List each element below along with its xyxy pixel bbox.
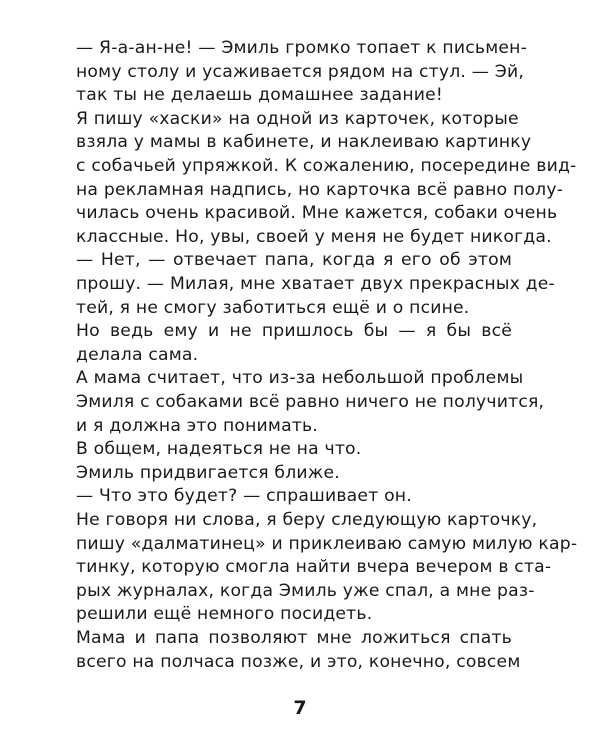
text-line: — Нет, — отвечает папа, когда я его об этом (76, 250, 512, 271)
text-line: — Я-а-ан-не! — Эмиль громко топает к письмен- (76, 38, 527, 58)
text-line: пишу «далматинец» и приклеиваю самую милую кар- (76, 533, 578, 554)
text-line: В общем, надеяться не на что. (76, 439, 362, 460)
text-line: тей, я не смогу заботиться ещё и о псине. (76, 297, 470, 318)
text-line: Не говоря ни слова, я беру следующую карточку, (76, 510, 538, 530)
text-line: ному столу и усаживается рядом на стул. — Эй, (76, 61, 525, 82)
text-line: классные. Но, увы, своей у меня не будет никогда. (76, 226, 552, 247)
text-line: на рекламная надпись, но карточка всё равно полу- (76, 179, 564, 200)
text-line: взяла у мамы в кабинете, и наклеиваю картинку (76, 132, 532, 153)
text-line: решили ещё немного посидеть. (76, 604, 373, 625)
text-line: всего на полчаса позже, и это, конечно, совсем (76, 651, 521, 672)
text-line: А мама считает, что из-за небольшой проблемы (76, 368, 524, 389)
text-line: Мама и папа позволяют мне ложиться спать (76, 628, 512, 648)
text-line: с собачьей упряжкой. К сожалению, посередине вид- (76, 156, 577, 176)
text-line: Эмиль придвигается ближе. (76, 462, 340, 483)
text-line: — Что это будет? — спрашивает он. (76, 486, 412, 507)
text-line: Но ведь ему и не пришлось бы — я бы всё (76, 321, 512, 342)
text-line: делала сама. (76, 344, 199, 365)
text-line: тинку, которую смогла найти вчера вечером в ста- (76, 557, 552, 578)
page-number: 7 (293, 697, 307, 719)
text-line: прошу. — Милая, мне хватает двух прекрасных де- (76, 274, 555, 294)
text-line: и я должна это понимать. (76, 415, 319, 436)
text-line: Эмиля с собаками всё равно ничего не получится, (76, 392, 545, 412)
text-line: так ты не делаешь домашнее задание! (76, 85, 444, 106)
text-line: рых журналах, когда Эмиль уже спал, а мне раз- (76, 580, 535, 601)
text-line: Я пишу «хаски» на одной из карточек, которые (76, 108, 519, 129)
text-line: чилась очень красивой. Мне кажется, собаки очень (76, 203, 558, 224)
